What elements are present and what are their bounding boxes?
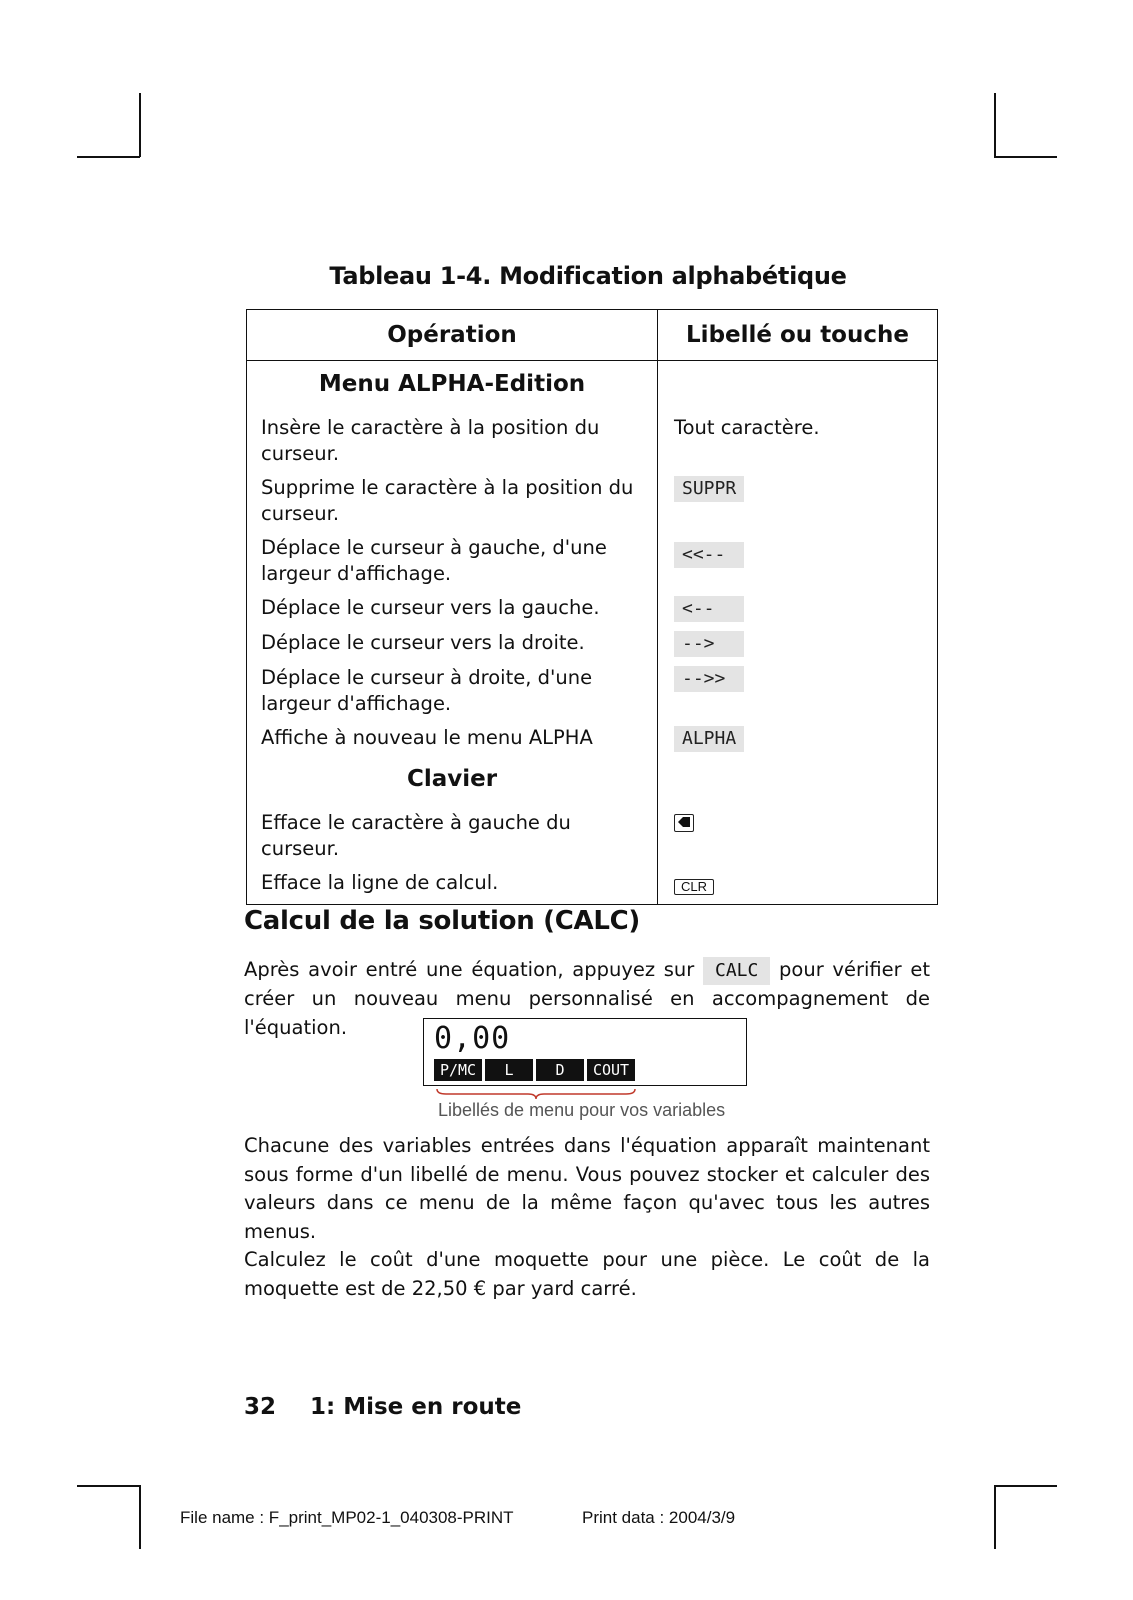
table-row	[247, 866, 938, 905]
operation-cell: Déplace le curseur vers la gauche.	[247, 591, 658, 626]
operation-cell: Déplace le curseur vers la droite.	[247, 626, 658, 661]
crop-mark	[139, 93, 141, 157]
file-name: File name : F_print_MP02-1_040308-PRINT	[180, 1508, 514, 1527]
page-footer	[244, 1394, 521, 1420]
operation-cell: Affiche à nouveau le menu ALPHA	[247, 721, 658, 756]
page-number: 32	[244, 1394, 277, 1420]
operation-cell: Déplace le curseur à gauche, d'une largeur d'affichage.	[247, 531, 658, 591]
crop-mark	[139, 1485, 141, 1549]
column-header-key: Libellé ou touche	[658, 310, 938, 361]
crop-mark	[994, 1485, 1057, 1487]
table-header-row	[247, 310, 938, 361]
table-title: Tableau 1-4. Modification alphabétique	[329, 262, 847, 290]
brace-annotation	[436, 1088, 636, 1100]
section-heading: Menu ALPHA-Edition	[247, 361, 658, 412]
menu-label-d: D	[536, 1059, 584, 1081]
section-row	[247, 361, 938, 412]
crop-mark	[77, 156, 140, 158]
section-row	[247, 756, 938, 806]
key-cell: Tout caractère.	[674, 416, 820, 439]
body-paragraph: Calculez le coût d'une moquette pour une pièce. Le coût de la moquette est de 22,50 € par yard carré.	[244, 1248, 930, 1300]
table-row	[247, 721, 938, 756]
crop-mark	[994, 93, 996, 157]
crop-mark	[77, 1485, 140, 1487]
operation-cell: Efface le caractère à gauche du curseur.	[247, 806, 658, 866]
operation-cell: Déplace le curseur à droite, d'une largeur d'affichage.	[247, 661, 658, 721]
table-row	[247, 531, 938, 591]
calculator-display	[423, 1018, 747, 1086]
table-row	[247, 626, 938, 661]
display-menu-bar	[434, 1059, 635, 1081]
table-row	[247, 591, 938, 626]
section-title: Calcul de la solution (CALC)	[244, 906, 640, 936]
calc-key-label: CALC	[703, 957, 770, 985]
menu-key-label: ALPHA	[674, 726, 744, 752]
menu-key-label: <--	[674, 596, 744, 622]
section-heading: Clavier	[247, 756, 658, 806]
operation-cell: Supprime le caractère à la position du curseur.	[247, 471, 658, 531]
menu-key-label: -->>	[674, 666, 744, 692]
table-row	[247, 661, 938, 721]
operation-cell: Efface la ligne de calcul.	[247, 866, 658, 905]
print-date: Print data : 2004/3/9	[582, 1508, 736, 1527]
clr-key: CLR	[674, 879, 714, 895]
menu-key-label: -->	[674, 631, 744, 657]
column-header-operation: Opération	[247, 310, 658, 361]
display-value: 0,00	[434, 1021, 511, 1056]
alpha-edit-table	[246, 309, 938, 905]
crop-mark	[994, 1485, 996, 1549]
chapter-title: 1: Mise en route	[310, 1394, 522, 1420]
table-row	[247, 471, 938, 531]
operation-cell: Insère le caractère à la position du curseur.	[247, 411, 658, 471]
backspace-icon	[674, 814, 694, 832]
table-row	[247, 806, 938, 866]
table-row	[247, 411, 938, 471]
menu-label-l: L	[485, 1059, 533, 1081]
intro-paragraph: Après avoir entré une équation, appuyez sur CALC pour vérifier et créer un nouveau menu personnalisé en accompagnement de l'équation.	[244, 958, 931, 1039]
menu-key-label: <<--	[674, 542, 744, 568]
display-caption: Libellés de menu pour vos variables	[438, 1100, 726, 1120]
body-paragraph: Chacune des variables entrées dans l'équation apparaît maintenant sous forme d'un libellé de menu. Vous pouvez stocker et calculer des valeurs dans ce menu de la même façon qu'avec tous les autres menus.	[244, 1134, 930, 1243]
menu-label-cout: COUT	[587, 1059, 635, 1081]
menu-label-pmc: P/MC	[434, 1059, 482, 1081]
crop-mark	[994, 156, 1057, 158]
menu-key-label: SUPPR	[674, 476, 744, 502]
